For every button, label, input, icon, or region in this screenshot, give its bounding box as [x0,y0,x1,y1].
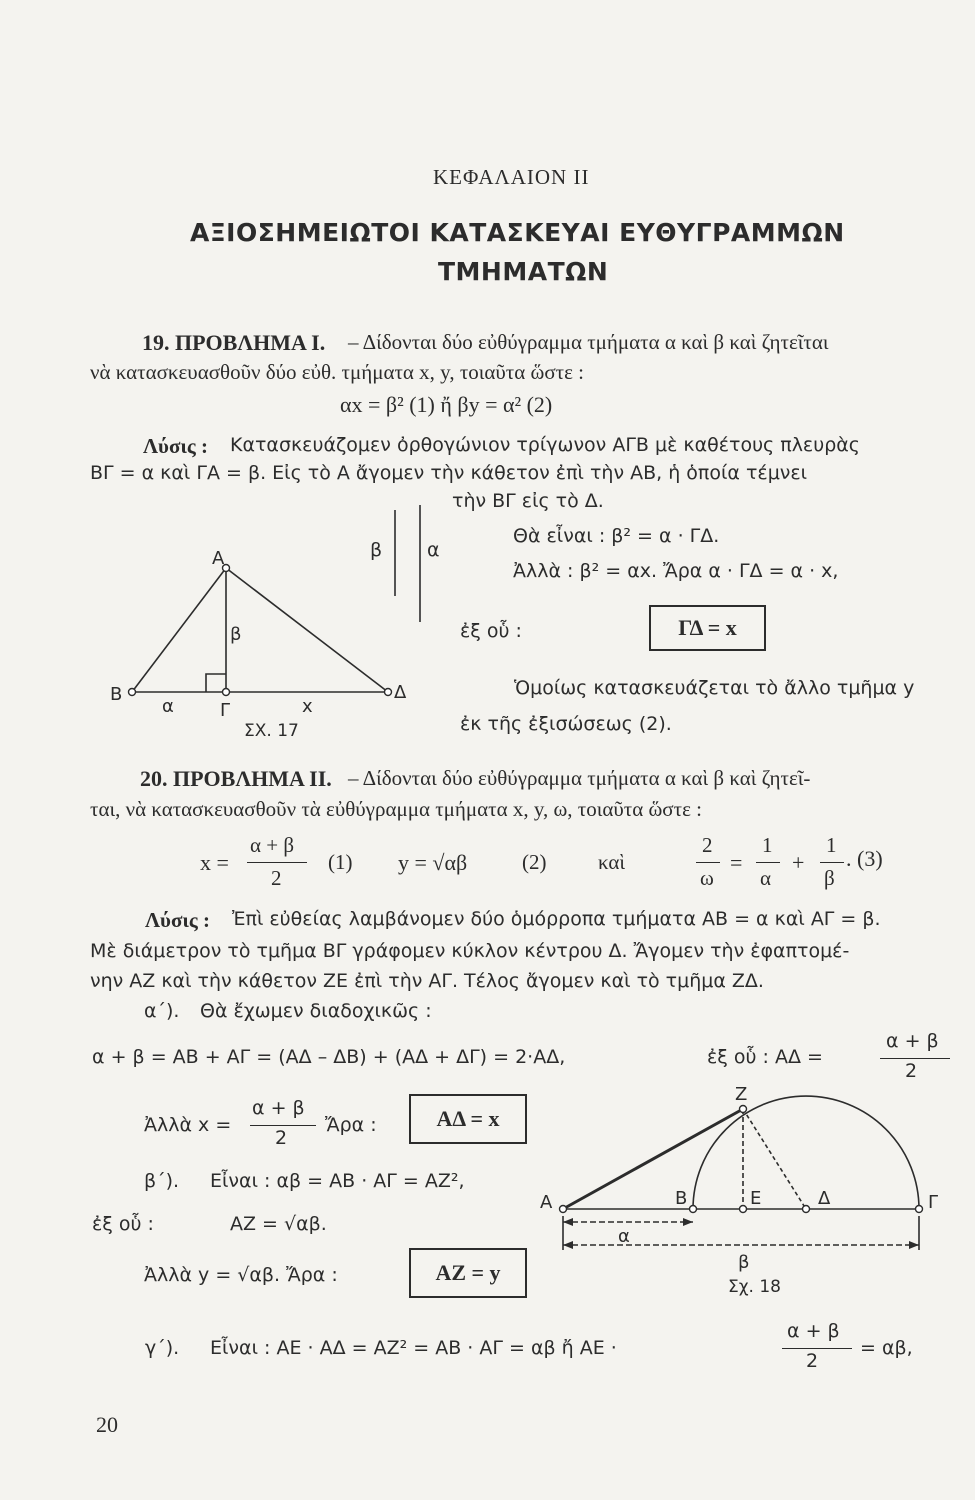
eq3-den2: α [760,866,772,890]
problem2-number: 20. ΠΡΟΒΛΗΜΑ ΙΙ. [140,766,332,791]
fig17-point-g: Γ [220,700,231,721]
eq3-bar1 [696,862,720,863]
fig17-point-a: Α [212,548,225,569]
step-c-text: Εἶναι : ΑΕ · ΑΔ = ΑΖ² = ΑΒ · ΑΓ = αβ ἤ ΑΕ · [210,1337,617,1359]
ad-frac-num: α + β [886,1030,939,1052]
problem1-solution-line1: Κατασκευάζομεν ὀρθογώνιον τρίγωνον ΑΓΒ μὲ καθέτους πλευρὰς [230,434,860,456]
fig18-caption: Σχ. 18 [728,1277,782,1297]
fig18-beta: β [738,1252,750,1273]
boxed-ad-x: ΑΔ = x [409,1094,527,1144]
fig18-point-b: Β [675,1188,688,1209]
eq1-lhs: x = [200,850,229,875]
boxed-az-y: ΑΖ = y [409,1248,527,1298]
step-c-label: γ΄). [145,1337,180,1359]
eq3-bar2 [756,862,780,863]
problem1-similarly-line2: ἐκ τῆς ἐξισώσεως (2). [460,713,672,735]
problem2-statement1: – Δίδονται δύο εὐθύγραμμα τμήματα α καὶ β καὶ ζητεῖ- [348,766,811,790]
eq3-num1: 2 [702,833,713,857]
problem1-solution-label: Λύσις : [143,434,208,458]
whence-2: ἐξ οὗ : [92,1213,154,1235]
step-a-whence: ἐξ οὗ : ΑΔ = [707,1046,823,1068]
chapter-heading: ΚΕΦΑΛΑΙΟΝ ΙΙ [433,165,590,189]
but-y: Ἀλλὰ y = √αβ. Ἄρα : [144,1264,338,1286]
fig18-point-z: Ζ [735,1084,748,1105]
fig17-caption: ΣΧ. 17 [244,721,299,741]
problem1-then: Θὰ εἶναι : β² = α · ΓΔ. [513,525,720,547]
eq3-plus: + [792,850,805,875]
eq3-den3: β [824,866,835,890]
step-b-label: β΄). [144,1170,180,1192]
problem1-whence: ἐξ οὗ : [460,620,522,642]
problem1-statement2: νὰ κατασκευασθοῦν δύο εὐθ. τμήματα x, y, τοιαῦτα ὥστε : [90,360,584,384]
problem1-solution-line3: τὴν ΒΓ εἰς τὸ Δ. [452,490,604,512]
step-a-label: α΄). [144,1000,180,1022]
eq3-bar3 [820,862,844,863]
eq1-denominator: 2 [271,866,282,890]
page-number: 20 [96,1412,118,1437]
step-c-end: = αβ, [860,1337,913,1359]
c-frac-den: 2 [806,1350,819,1372]
fig17-side-beta: β [230,624,242,645]
fig17-side-alpha: α [162,696,174,717]
c-frac-bar [782,1348,852,1349]
x-frac-num: α + β [252,1097,305,1119]
problem2-solution-line1: Ἐπὶ εὐθείας λαμβάνομεν δύο ὁμόρροπα τμήματα ΑΒ = α καὶ ΑΓ = β. [232,908,881,930]
title-line1: ΑΞΙΟΣΗΜΕΙΩΤΟΙ ΚΑΤΑΣΚΕΥΑΙ ΕΥΘΥΓΡΑΜΜΩΝ [190,218,845,247]
fig17-alpha-label: α [427,539,440,561]
problem1-similarly-line1: Ὁμοίως κατασκευάζεται τὸ ἄλλο τμῆμα y [514,677,915,699]
fig18-point-e: Ε [750,1188,762,1209]
eq3-and: καὶ [598,850,626,874]
eq3-den1: ω [700,866,714,890]
problem1-solution-line2: ΒΓ = α καὶ ΓΑ = β. Εἰς τὸ Α ἄγομεν τὴν κάθετον ἐπὶ τὴν ΑΒ, ἡ ὁποία τέμνει [90,462,808,484]
step-a-text: Θὰ ἔχωμεν διαδοχικῶς : [200,1000,432,1022]
fig17-point-b: Β [110,684,123,705]
ad-frac-bar [880,1058,950,1059]
title-line2: ΤΜΗΜΑΤΩΝ [438,257,609,286]
c-frac-num: α + β [787,1320,840,1342]
figure-18 [0,1080,975,1310]
eq2-tag: (2) [522,850,547,874]
eq1-numerator: α + β [250,833,295,857]
problem2-solution-line2: Μὲ διάμετρον τὸ τμῆμα ΒΓ γράφομεν κύκλον κέντρου Δ. Ἄγομεν τὴν ἐφαπτομέ- [90,940,850,962]
az-equation: ΑΖ = √αβ. [230,1213,327,1235]
fig18-point-a: Α [540,1192,553,1213]
hence-1: Ἄρα : [325,1114,377,1136]
problem1-equation: αx = β² (1) ἤ βy = α² (2) [340,392,553,417]
ad-frac-den: 2 [905,1060,918,1082]
problem2-statement2: ται, νὰ κατασκευασθοῦν τὰ εὐθύγραμμα τμήματα x, y, ω, τοιαῦτα ὥστε : [90,797,702,821]
eq3-num2: 1 [762,833,773,857]
problem2-solution-label: Λύσις : [145,908,210,932]
eq2: y = √αβ [398,850,468,875]
step-a-equation: α + β = ΑΒ + ΑΓ = (ΑΔ – ΔΒ) + (ΑΔ + ΔΓ) = 2·ΑΔ, [92,1046,566,1068]
step-b-text: Εἶναι : αβ = ΑΒ · ΑΓ = ΑΖ², [210,1170,465,1192]
eq3-num3: 1 [826,833,837,857]
fig17-side-x: x [302,696,313,717]
problem2-solution-line3: νην ΑΖ καὶ τὴν κάθετον ΖΕ ἐπὶ τὴν ΑΓ. Τέλος ἄγομεν καὶ τὸ τμῆμα ΖΔ. [90,970,764,992]
problem1-number: 19. ΠΡΟΒΛΗΜΑ Ι. [142,330,326,355]
fig18-point-g: Γ [928,1192,939,1213]
eq1-tag: (1) [328,850,353,874]
fig18-alpha: α [618,1226,630,1247]
eq3-equals: = [730,850,743,875]
problem1-but: Ἀλλὰ : β² = αx. Ἄρα α · ΓΔ = α · x, [513,560,839,582]
fig18-point-d: Δ [818,1188,831,1209]
fig17-point-d: Δ [394,682,407,703]
eq3-tag: . (3) [846,846,883,871]
problem1-statement1: – Δίδονται δύο εὐθύγραμμα τμήματα α καὶ β καὶ ζητεῖται [348,330,829,354]
eq1-fraction-bar [247,862,307,863]
x-frac-den: 2 [275,1127,288,1149]
fig17-beta-label: β [370,539,383,561]
problem1-boxed-result: ΓΔ = x [649,605,766,651]
but-x: Ἀλλὰ x = [144,1114,232,1136]
